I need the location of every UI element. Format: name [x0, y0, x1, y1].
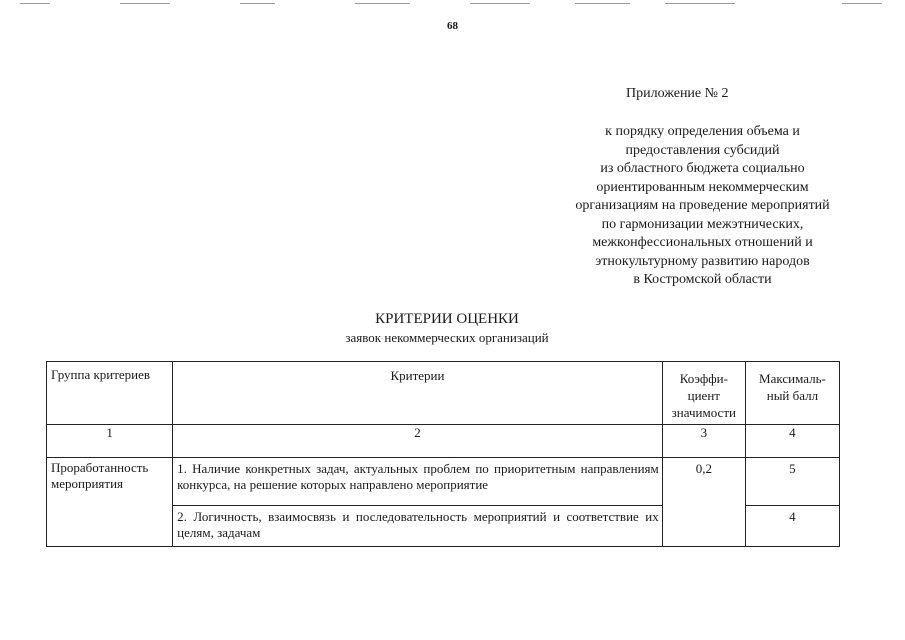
appendix-line: из областного бюджета социально [600, 161, 805, 176]
column-number: 4 [745, 425, 839, 458]
header-criteria: Критерии [173, 362, 663, 425]
criteria-group-cell: Проработанность мероприятия [47, 458, 173, 547]
scan-artifact-line [355, 3, 410, 4]
scan-artifact-line [665, 3, 735, 4]
column-number: 3 [662, 425, 745, 458]
criterion-cell: 1. Наличие конкретных задач, актуальных проблем по приоритетным направлениям конкурса, на решение которых направлено мероприятие [173, 458, 663, 506]
column-number-row [47, 425, 840, 458]
appendix-line: этнокультурному развитию народов [595, 253, 810, 269]
criterion-cell: 2. Логичность, взаимосвязь и последовательность мероприятий и соответствие их целям, задачам [173, 506, 663, 547]
column-number: 2 [173, 425, 663, 458]
appendix-line: по гармонизации межэтнических, [601, 216, 804, 232]
table-row [47, 458, 840, 506]
appendix-line: предоставления субсидий [625, 142, 780, 158]
coefficient-cell: 0,2 [662, 458, 745, 547]
appendix-line: в Костромской области [633, 272, 772, 287]
page-number: 68 [447, 20, 458, 32]
max-score-cell: 4 [745, 506, 839, 547]
appendix-line: к порядку определения объема и [605, 124, 800, 139]
scan-artifact-line [842, 3, 882, 4]
table-header-row [47, 362, 840, 425]
criteria-table [46, 361, 840, 547]
header-group: Группа критериев [47, 362, 173, 425]
appendix-line: ориентированным некоммерческим [596, 179, 809, 195]
max-score-cell: 5 [745, 458, 839, 506]
appendix-reference [560, 123, 845, 290]
appendix-title: Приложение № 2 [626, 86, 729, 101]
header-coefficient: Коэффи- циент значимости [662, 362, 745, 425]
scan-artifact-line [240, 3, 275, 4]
document-title: КРИТЕРИИ ОЦЕНКИ [375, 311, 519, 327]
scan-artifact-line [20, 3, 50, 4]
scan-artifact-line [470, 3, 530, 4]
column-number: 1 [47, 425, 173, 458]
appendix-line: организациям на проведение мероприятий [575, 198, 830, 213]
scan-artifact-line [575, 3, 630, 4]
scan-artifact-line [120, 3, 170, 4]
appendix-line: межконфессиональных отношений и [592, 235, 813, 250]
header-max-score: Максималь- ный балл [745, 362, 839, 425]
document-subtitle: заявок некоммерческих организаций [345, 330, 549, 345]
